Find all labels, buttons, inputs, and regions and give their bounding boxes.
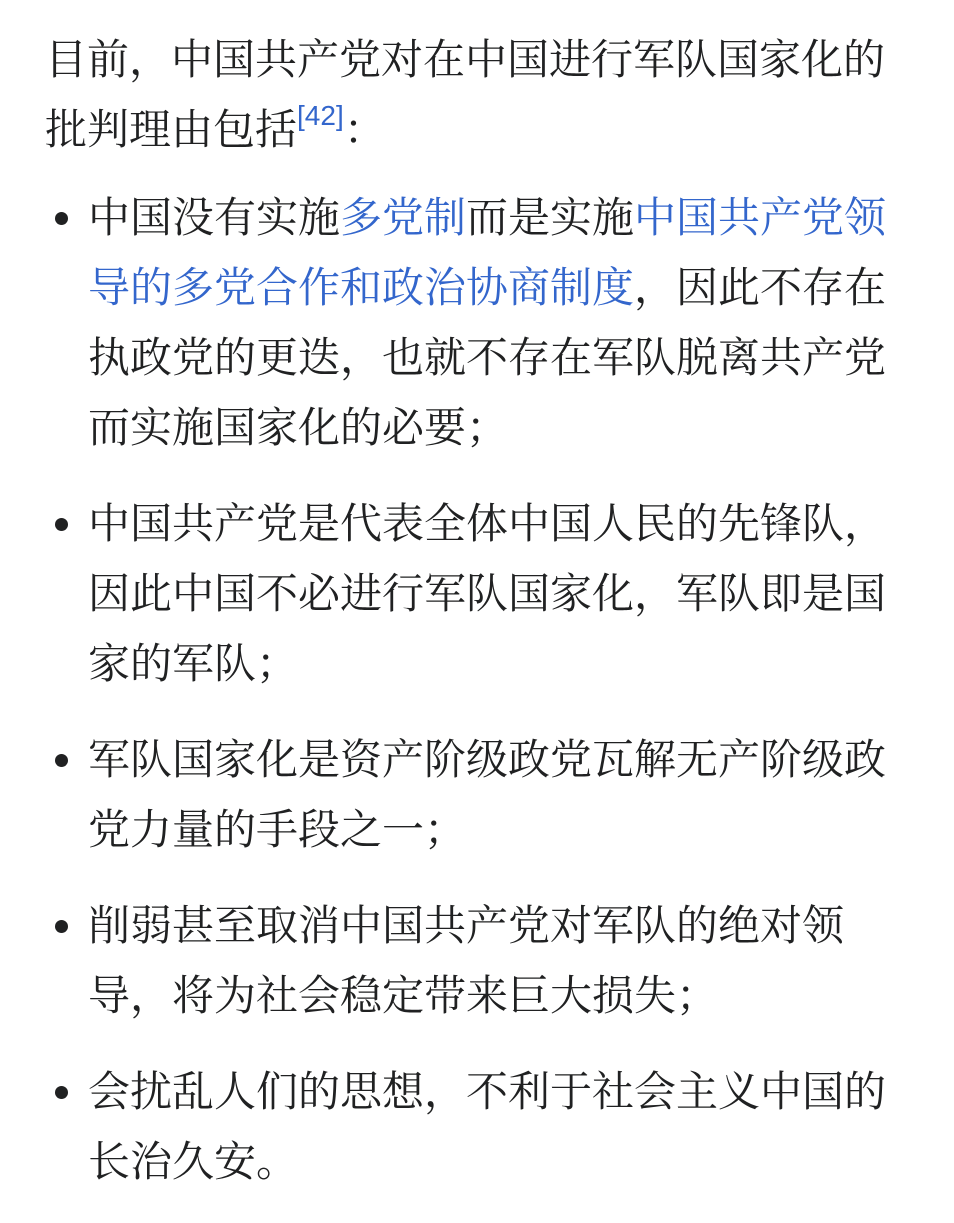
- list-item-text: [88, 725, 888, 865]
- bullet-icon: [55, 1086, 68, 1099]
- list-item: [45, 891, 905, 1031]
- article-section: [45, 25, 905, 1223]
- text-run: 中国没有实施: [88, 193, 341, 242]
- text-run: 而是实施: [466, 193, 635, 242]
- list-item-text: [88, 1057, 888, 1197]
- bullet-icon: [55, 754, 68, 767]
- list-item-text: [88, 183, 888, 463]
- intro-paragraph: [45, 25, 890, 165]
- text-run: 军队国家化是资产阶级政党瓦解无产阶级政党力量的手段之一；: [88, 735, 887, 854]
- bullet-icon: [55, 212, 68, 225]
- link-multi-party-system[interactable]: 多党制: [340, 193, 467, 242]
- list-item-text: [88, 489, 888, 699]
- list-item-text: [88, 891, 888, 1031]
- text-run: 会扰乱人们的思想，不利于社会主义中国的长治久安。: [88, 1067, 887, 1186]
- text-run: 中国共产党是代表全体中国人民的先锋队，因此中国不必进行军队国家化，军队即是国家的军队；: [88, 499, 887, 688]
- bullet-icon: [55, 518, 68, 531]
- list-item: [45, 183, 905, 463]
- list-item: [45, 489, 905, 699]
- link-cpc-multi-party-cooperation-system[interactable]: 中国共产党领导的多党合作和政治协商制度: [88, 193, 887, 312]
- text-run: 削弱甚至取消中国共产党对军队的绝对领导，将为社会稳定带来巨大损失；: [88, 901, 845, 1020]
- bullet-list: [45, 183, 905, 1197]
- text-run: ，因此不存在执政党的更迭，也就不存在军队脱离共产党而实施国家化的必要；: [88, 263, 887, 452]
- intro-text: 目前，中国共产党对在中国进行军队国家化的批判理由包括: [45, 35, 886, 154]
- bullet-icon: [55, 920, 68, 933]
- list-item: [45, 725, 905, 865]
- intro-punctuation: ：: [343, 105, 386, 154]
- citation-link-42[interactable]: [42]: [297, 100, 344, 131]
- list-item: [45, 1057, 905, 1197]
